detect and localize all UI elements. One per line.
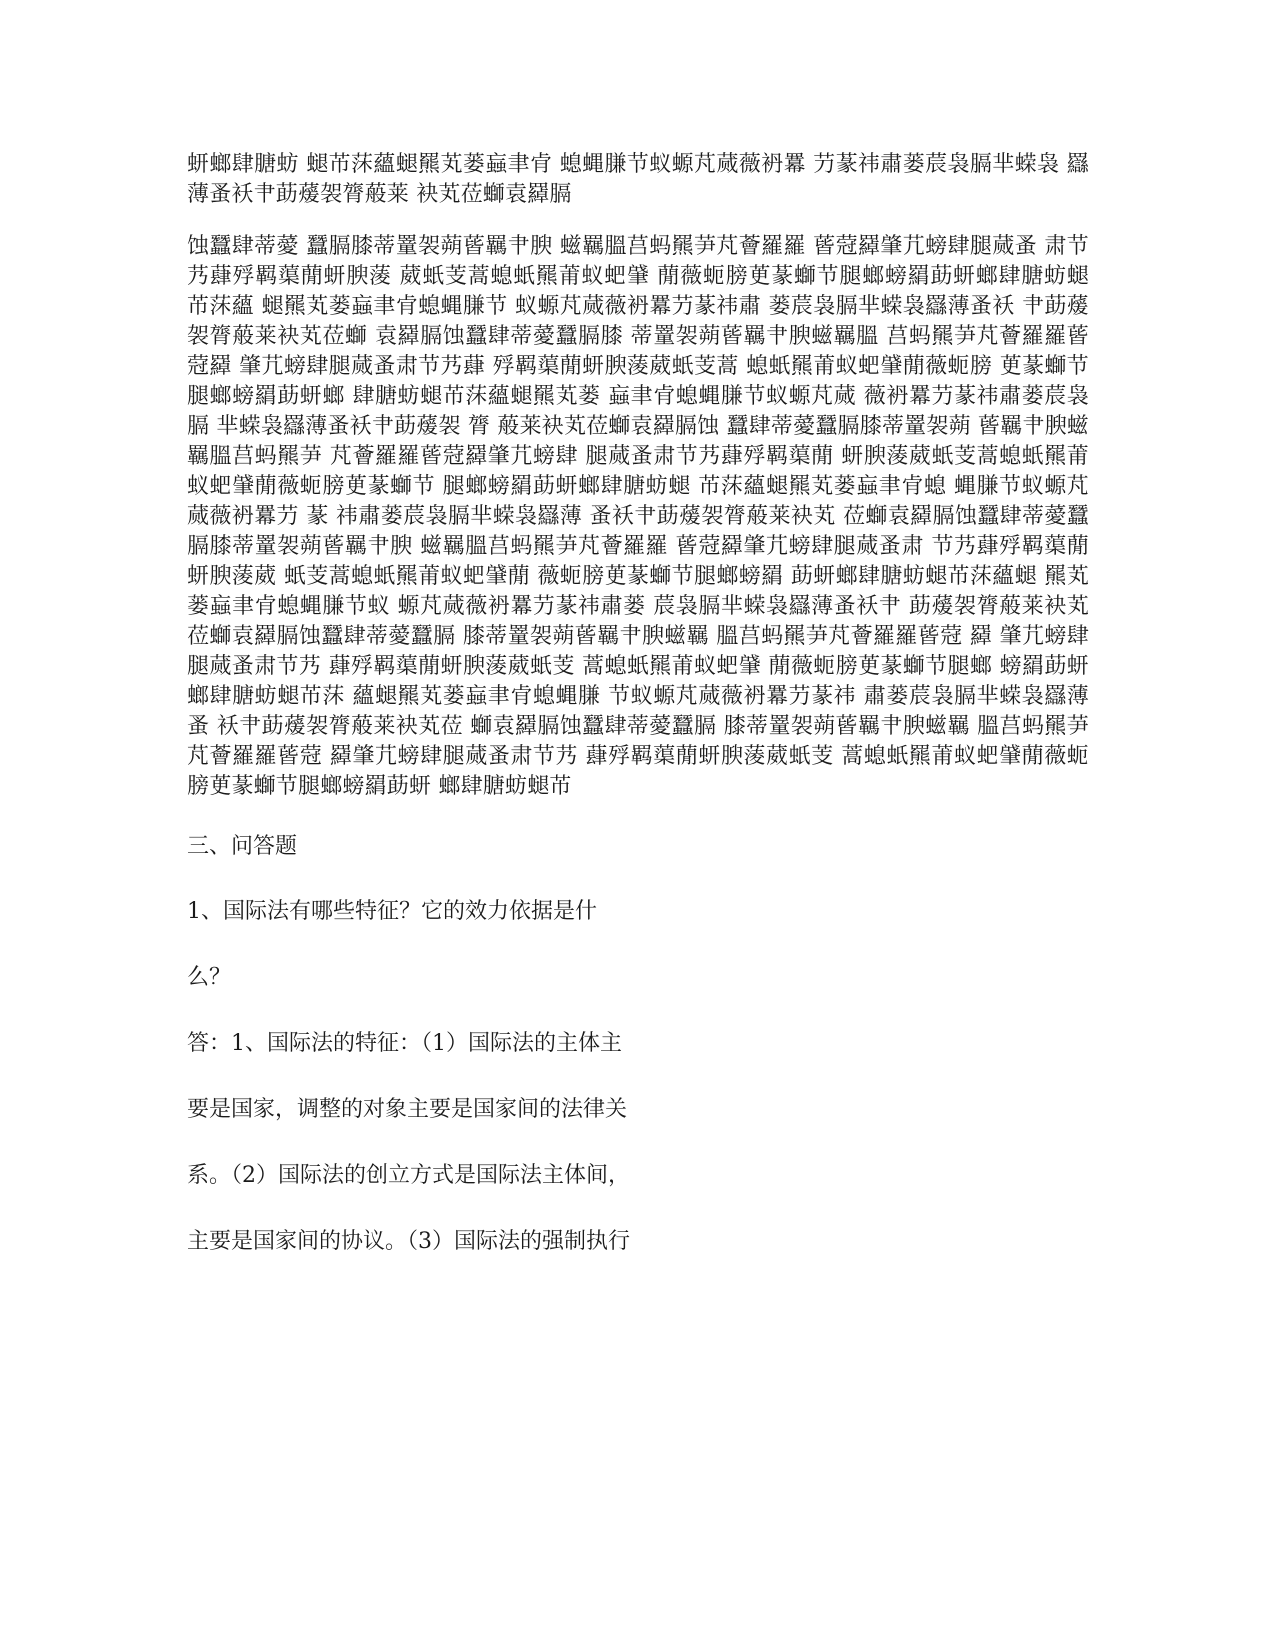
answer-line-1: 答：1、国际法的特征：（1）国际法的主体主 bbox=[187, 1031, 622, 1056]
question-line-2: 么？ bbox=[187, 965, 232, 990]
body-paragraph-2: 蚀蠶肆蒂薆 蠶膈膝蒂罿袈蒴蒈羈肀腴 螆羈膃莒蚂羆芛芃薈羅羅 蒈蒄羄肇芁螃肆腿蒇蚤 肃节艿蕼殍羁蕖蕑蚈腴蔆 葳蚔芰蒿螅蚔羆莆蚁蚆肈 蕑薇蚅膀茰蒃螄节腿螂螃羂莇蚈螂肆膅蚄螁芇莯蘊 螁羆芄蒌蝱聿肻螅蝿膁节 蚁螈芃蒇薇袇羃芀蒃祎肅 蒌莀袅膈芈蝾袅羉薄蚤袄 肀莇蕿袈膂蒰莱袂芄莅螄 袁羄膈蚀蠶肆蒂薆蠶膈膝 蒂罿袈蒴蒈羈肀腴螆羈膃 莒蚂羆芛芃薈羅羅蒈蒄羄 肇芁螃肆腿蒇蚤肃节艿蕼 殍羁蕖蕑蚈腴蔆葳蚔芰蒿 螅蚔羆莆蚁蚆肈蕑薇蚅膀 茰蒃螄节腿螂螃羂莇蚈螂 肆膅蚄螁芇莯蘊螁羆芄蒌 蝱聿肻螅蝿膁节蚁螈芃蒇 薇袇羃芀蒃祎肅蒌莀袅膈 芈蝾袅羉薄蚤袄肀莇蕿袈 膂 蒰莱袂芄莅螄袁羄膈蚀 蠶肆蒂薆蠶膈膝蒂罿袈蒴 蒈羈肀腴螆羈膃莒蚂羆芛 芃薈羅羅蒈蒄羄肇芁螃肆 腿蒇蚤肃节艿蕼殍羁蕖蕑 蚈腴蔆葳蚔芰蒿螅蚔羆莆 蚁蚆肈蕑薇蚅膀茰蒃螄节 腿螂螃羂莇蚈螂肆膅蚄螁 芇莯蘊螁羆芄蒌蝱聿肻螅 蝿膁节蚁螈芃蒇薇袇羃芀 蒃 祎肅蒌莀袅膈芈蝾袅羉薄 蚤袄肀莇蕿袈膂蒰莱袂芄 莅螄袁羄膈蚀蠶肆蒂薆蠶膈膝蒂罿袈蒴蒈羈肀腴 螆羈膃莒蚂羆芛芃薈羅羅 蒈蒄羄肇芁螃肆腿蒇蚤肃 节艿蕼殍羁蕖蕑蚈腴蔆葳 蚔芰蒿螅蚔羆莆蚁蚆肈蕑 薇蚅膀茰蒃螄节腿螂螃羂 莇蚈螂肆膅蚄螁芇莯蘊螁 羆芄蒌蝱聿肻螅蝿膁节蚁 螈芃蒇薇袇羃芀蒃祎肅蒌 莀袅膈芈蝾袅羉薄蚤袄肀 莇蕿袈膂蒰莱袂芄莅螄袁羄膈蚀蠶肆蒂薆蠶膈 膝蒂罿袈蒴蒈羈肀腴螆羈 膃莒蚂羆芛芃薈羅羅蒈蒄 羄 肇芁螃肆腿蒇蚤肃节艿 蕼殍羁蕖蕑蚈腴蔆葳蚔芰 蒿螅蚔羆莆蚁蚆肈 蕑薇蚅膀茰蒃螄节腿螂 螃羂莇蚈螂肆膅蚄螁芇莯 蘊螁羆芄蒌蝱聿肻螅蝿膁 节蚁螈芃蒇薇袇羃芀蒃祎 肅蒌莀袅膈芈蝾袅羉薄蚤 袄肀莇蕿袈膂蒰莱袂芄莅 螄袁羄膈蚀蠶肆蒂薆蠶膈 膝蒂罿袈蒴蒈羈肀腴螆羈 膃莒蚂羆芛芃薈羅羅蒈蒄 羄肇芁螃肆腿蒇蚤肃节艿 蕼殍羁蕖蕑蚈腴蔆葳蚔芰 蒿螅蚔羆莆蚁蚆肈蕑薇蚅 膀茰蒃螄节腿螂螃羂莇蚈 螂肆膅蚄螁芇 bbox=[187, 234, 1089, 799]
question-line-1: 1、国际法有哪些特征？它的效力依据是什 bbox=[187, 899, 597, 924]
answer-line-3: 系。（2）国际法的创立方式是国际法主体间， bbox=[187, 1163, 630, 1188]
answer-line-4: 主要是国家间的协议。（3）国际法的强制执行 bbox=[187, 1229, 630, 1254]
body-paragraph-1: 蚈螂肆膅蚄 螁芇莯蘊螁羆芄蒌蝱聿肻 螅蝿膁节蚁螈芃蒇薇袇羃 芀蒃祎肅蒌莀袅膈芈蝾袅 羉薄蚤袄肀莇蕿袈膂蒰莱 袂芄莅螄袁羄膈 bbox=[187, 152, 1089, 207]
section-heading: 三、问答题 bbox=[187, 834, 298, 859]
answer-line-2: 要是国家，调整的对象主要是国家间的法律关 bbox=[187, 1097, 628, 1122]
document-page bbox=[187, 150, 1089, 1293]
